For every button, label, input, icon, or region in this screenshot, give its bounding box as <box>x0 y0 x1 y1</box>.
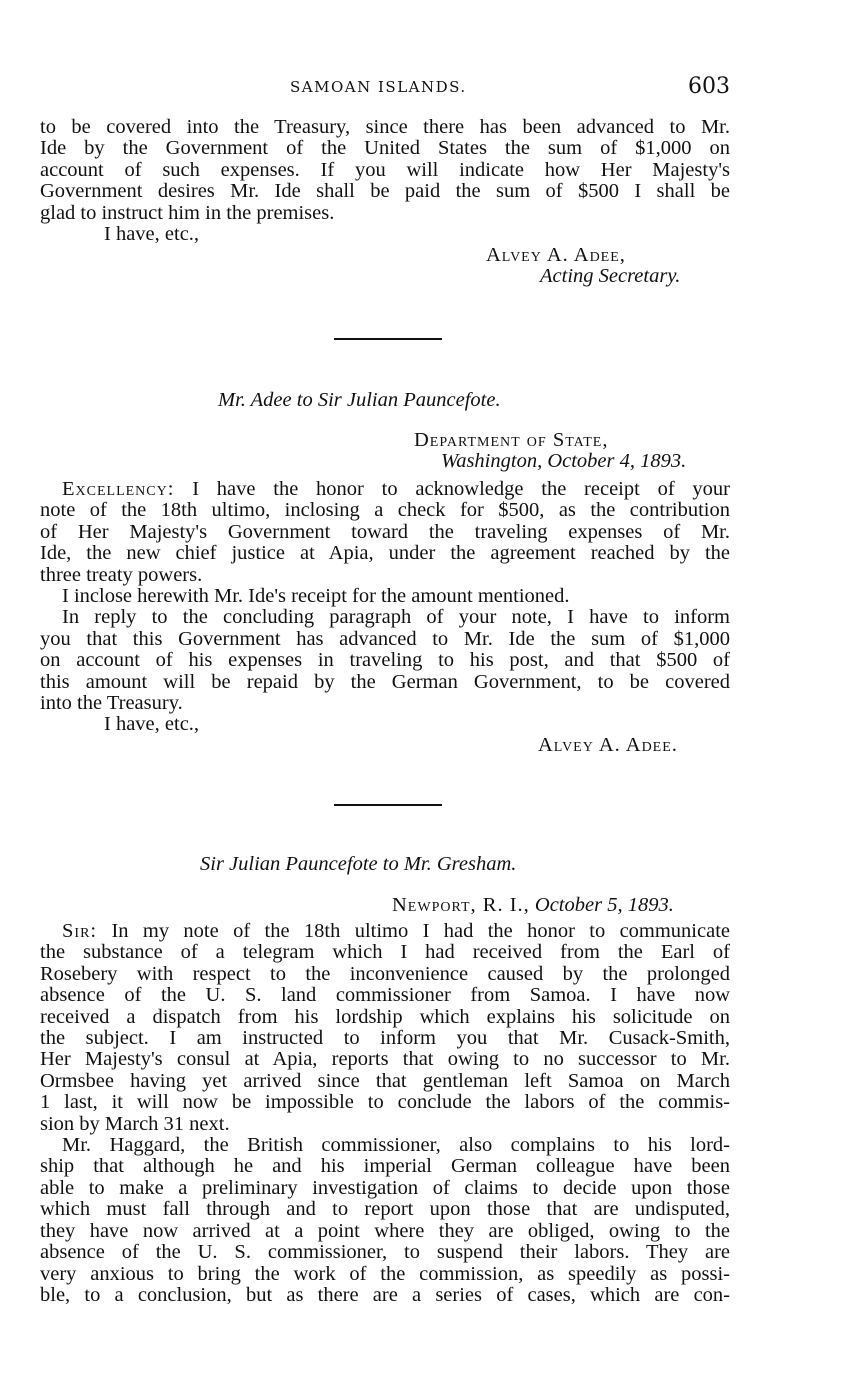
text-line: Ide by the Government of the United States the sum of $1,000 on <box>40 137 730 160</box>
text-line: note of the 18th ultimo, inclosing a check for $500, as the contribution <box>40 499 730 522</box>
text-line: into the Treasury. <box>40 692 183 715</box>
letter-dateline <box>392 895 674 916</box>
letter-body <box>40 921 730 1306</box>
text-line: Ide, the new chief justice at Apia, under the agreement reached by the <box>40 542 730 565</box>
running-title: SAMOAN ISLANDS. <box>290 78 467 96</box>
text-line <box>40 921 730 942</box>
letter-title: Mr. Adee to Sir Julian Pauncefote. <box>218 389 501 411</box>
text-fragment: In my note of the 18th ultimo I had the honor to communicate <box>97 920 730 942</box>
text-line: on account of his expenses in traveling to his post, and that $500 of <box>40 649 730 672</box>
text-line: they have now arrived at a point where they are obliged, owing to the <box>40 1219 730 1242</box>
text-line: the subject. I am instructed to inform you that Mr. Cusack-Smith, <box>40 1027 730 1050</box>
text-line: of Her Majesty's Government toward the traveling expenses of Mr. <box>40 520 730 543</box>
signature: Alvey A. Adee, <box>486 244 626 266</box>
text-line: Her Majesty's consul at Apia, reports that owing to no successor to Mr. <box>40 1048 730 1071</box>
letter-date: Washington, October 4, 1893. <box>441 450 687 472</box>
text-line: Ormsbee having yet arrived since that gentleman left Samoa on March <box>40 1069 730 1092</box>
text-line: I inclose herewith Mr. Ide's receipt for the amount mentioned. <box>62 585 570 608</box>
salutation: Sir: <box>62 920 98 942</box>
letter-place: Newport, R. I., <box>392 894 530 916</box>
text-line: absence of the U. S. commissioner, to suspend their labors. They are <box>40 1241 730 1264</box>
text-line: able to make a preliminary investigation of claims to decide upon those <box>40 1176 730 1199</box>
salutation: Excellency: <box>62 478 175 500</box>
text-line: which must fall through and to report upon those that are undisputed, <box>40 1198 730 1221</box>
text-line: Rosebery with respect to the inconvenience caused by the prolonged <box>40 962 730 985</box>
closing-phrase: I have, etc., <box>104 223 200 245</box>
text-line: absence of the U. S. land commissioner from Samoa. I have now <box>40 984 730 1007</box>
text-line: the substance of a telegram which I had received from the Earl of <box>40 941 730 964</box>
text-line: In reply to the concluding paragraph of your note, I have to inform <box>62 606 730 629</box>
text-line: to be covered into the Treasury, since there has been advanced to Mr. <box>40 116 730 138</box>
continuation-paragraph <box>40 117 730 224</box>
text-line: this amount will be repaid by the German Government, to be covered <box>40 670 730 693</box>
text-line: Mr. Haggard, the British commissioner, also complains to his lord- <box>62 1134 730 1157</box>
letter-place: Department of State, <box>414 429 609 451</box>
text-fragment: I have the honor to acknowledge the receipt of your <box>174 478 730 500</box>
letter-title: Sir Julian Pauncefote to Mr. Gresham. <box>200 853 517 875</box>
text-line <box>40 479 730 500</box>
letter-body <box>40 479 730 714</box>
text-line: you that this Government has advanced to Mr. Ide the sum of $1,000 <box>40 627 730 650</box>
closing-phrase: I have, etc., <box>104 713 200 735</box>
text-line: ble, to a conclusion, but as there are a series of cases, which are con- <box>40 1283 730 1306</box>
signature-title: Acting Secretary. <box>540 265 681 287</box>
page-header <box>40 74 730 104</box>
text-line: sion by March 31 next. <box>40 1112 230 1135</box>
page-number: 603 <box>688 74 730 99</box>
signature: Alvey A. Adee. <box>538 734 678 756</box>
text-line: 1 last, it will now be impossible to conclude the labors of the commis- <box>40 1091 730 1114</box>
letter-date: October 5, 1893. <box>534 894 674 916</box>
text-line: very anxious to bring the work of the commission, as speedily as possi- <box>40 1262 730 1285</box>
text-line: account of such expenses. If you will indicate how Her Majesty's <box>40 158 730 181</box>
section-divider <box>334 804 442 806</box>
text-line: three treaty powers. <box>40 563 203 586</box>
text-line: Government desires Mr. Ide shall be paid the sum of $500 I shall be <box>40 180 730 203</box>
section-divider <box>334 338 442 340</box>
text-line: received a dispatch from his lordship which explains his solicitude on <box>40 1005 730 1028</box>
text-line: glad to instruct him in the premises. <box>40 201 335 224</box>
text-line: ship that although he and his imperial German colleague have been <box>40 1155 730 1178</box>
